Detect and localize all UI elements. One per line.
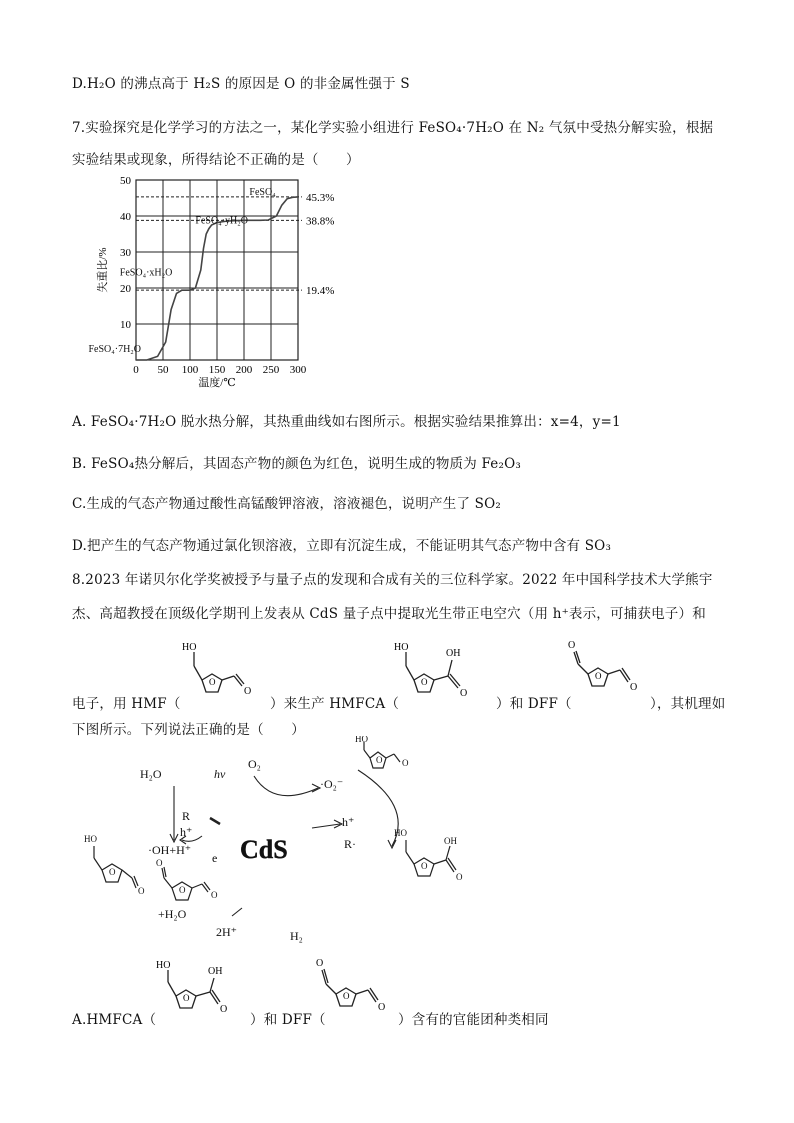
svg-text:O: O <box>343 991 350 1001</box>
two-hplus-label: 2H⁺ <box>216 925 237 939</box>
svg-text:O: O <box>211 890 218 900</box>
svg-text:O: O <box>595 671 602 681</box>
question-7-line1: 7.实验探究是化学学习的方法之一，某化学实验小组进行 FeSO₄·7H₂O 在 N₂ 气氛中受热分解实验，根据 <box>72 120 714 136</box>
svg-text:O: O <box>376 755 383 765</box>
question-8-line1: 8.2023 年诺贝尔化学奖被授予与量子点的发现和合成有关的三位科学家。2022 年中国科学技术大学熊宇 <box>72 572 713 588</box>
hmf-structure-icon <box>172 636 268 704</box>
option-d-q7: D.把产生的气态产物通过氯化钡溶液，立即有沉淀生成，不能证明其气态产物中含有 SO₃ <box>72 538 612 554</box>
svg-text:O: O <box>421 861 428 871</box>
h2-label: H₂ <box>290 929 303 943</box>
svg-text:O: O <box>456 872 463 882</box>
cds-label: CdS <box>240 835 288 864</box>
option-d-q6: D.H₂O 的沸点高于 H₂S 的原因是 O 的非金属性强于 S <box>72 76 410 92</box>
svg-text:O: O <box>378 1002 386 1013</box>
question-8-line3c: ）和 DFF（ <box>496 696 572 712</box>
electron-label: e <box>212 851 218 865</box>
r-left-label: R <box>182 809 191 823</box>
curve-annotation: FeSO₄·7H₂O <box>88 344 142 356</box>
svg-text:HO: HO <box>394 828 407 838</box>
y-tick-label: 10 <box>120 319 131 331</box>
y-tick-label: 30 <box>120 247 131 259</box>
cds-mechanism-diagram <box>74 736 534 946</box>
dff-structure-icon-2 <box>306 954 398 1022</box>
question-7-line2: 实验结果或现象，所得结论不正确的是（ ） <box>72 152 360 168</box>
curve-annotation: FeSO₄·yH₂O <box>195 215 248 227</box>
question-8-line2: 杰、高超教授在顶级化学期刊上发表从 CdS 量子点中提取光生带正电空穴（用 h⁺表示，可捕获电子）和 <box>72 606 706 622</box>
question-8-line4: 下图所示。下列说法正确的是（ ） <box>72 722 305 738</box>
reference-value-label: 19.4% <box>306 285 335 298</box>
option-a-q8-part3: ）含有的官能团种类相同 <box>398 1012 549 1028</box>
thermogravimetric-chart <box>80 172 370 402</box>
svg-text:O: O <box>220 1004 228 1015</box>
curve-annotation: FeSO₄·xH₂O <box>119 267 173 279</box>
x-tick-label: 200 <box>235 364 253 376</box>
svg-text:O: O <box>156 858 163 868</box>
o2-radical-label: ·O₂⁻ <box>320 777 344 791</box>
svg-text:HO: HO <box>355 736 368 744</box>
svg-text:O: O <box>109 867 116 877</box>
svg-text:OH: OH <box>208 966 223 977</box>
plus-h2o-label: +H₂O <box>158 907 187 921</box>
svg-text:HO: HO <box>156 960 171 971</box>
x-tick-label: 250 <box>262 364 280 376</box>
option-a-q8-part1: A.HMFCA（ <box>72 1012 157 1028</box>
svg-text:O: O <box>179 885 186 895</box>
svg-text:O: O <box>402 758 409 768</box>
svg-text:O: O <box>568 640 576 651</box>
svg-text:O: O <box>630 682 638 693</box>
hv-label: hν <box>214 767 226 781</box>
hplus-left-label: h⁺ <box>180 825 193 839</box>
x-tick-label: 0 <box>133 364 139 376</box>
oh-h-label: ·OH+H⁺ <box>148 843 192 857</box>
question-8-line3d: ），其机理如 <box>650 696 726 712</box>
option-b-q7: B. FeSO₄热分解后，其固态产物的颜色为红色，说明生成的物质为 Fe₂O₃ <box>72 456 521 472</box>
x-axis-label: 温度/℃ <box>198 377 236 389</box>
x-tick-label: 100 <box>181 364 199 376</box>
x-tick-label: 50 <box>157 364 169 376</box>
reference-value-label: 38.8% <box>306 215 335 228</box>
question-8-line3a: 电子，用 HMF（ <box>72 696 181 712</box>
svg-text:HO: HO <box>182 642 197 653</box>
hmfca-structure-icon-2 <box>146 954 250 1022</box>
hmfca-structure-icon <box>384 636 494 706</box>
question-8-line3b: ）来生产 HMFCA（ <box>270 696 400 712</box>
option-a-q8-part2: ）和 DFF（ <box>250 1012 326 1028</box>
svg-text:OH: OH <box>444 836 457 846</box>
o2-label: O₂ <box>248 757 261 771</box>
dff-structure-icon <box>558 634 650 704</box>
svg-text:HO: HO <box>394 642 409 653</box>
svg-text:O: O <box>316 958 324 969</box>
x-tick-label: 300 <box>289 364 307 376</box>
svg-text:HO: HO <box>84 834 97 844</box>
x-tick-label: 150 <box>208 364 226 376</box>
svg-text:O: O <box>460 688 468 699</box>
reference-value-label: 45.3% <box>306 191 335 204</box>
svg-text:O: O <box>209 677 216 687</box>
svg-text:OH: OH <box>446 648 461 659</box>
svg-text:O: O <box>138 886 145 896</box>
y-tick-label: 40 <box>120 211 131 223</box>
svg-text:O: O <box>421 677 428 687</box>
y-axis-label: 失重比/% <box>97 247 109 293</box>
curve-annotation: FeSO₄ <box>249 186 276 198</box>
hplus-right-label: h⁺ <box>342 815 355 829</box>
svg-text:O: O <box>244 686 252 697</box>
h2o-label: H₂O <box>140 767 162 781</box>
y-tick-label: 50 <box>120 175 131 187</box>
option-a-q7: A. FeSO₄·7H₂O 脱水热分解，其热重曲线如右图所示。根据实验结果推算出：x=4，y=1 <box>72 414 621 430</box>
y-tick-label: 20 <box>120 283 131 295</box>
r-radical-right-label: R· <box>344 837 356 851</box>
svg-text:O: O <box>183 993 190 1003</box>
option-c-q7: C.生成的气态产物通过酸性高锰酸钾溶液，溶液褪色，说明产生了 SO₂ <box>72 496 501 512</box>
